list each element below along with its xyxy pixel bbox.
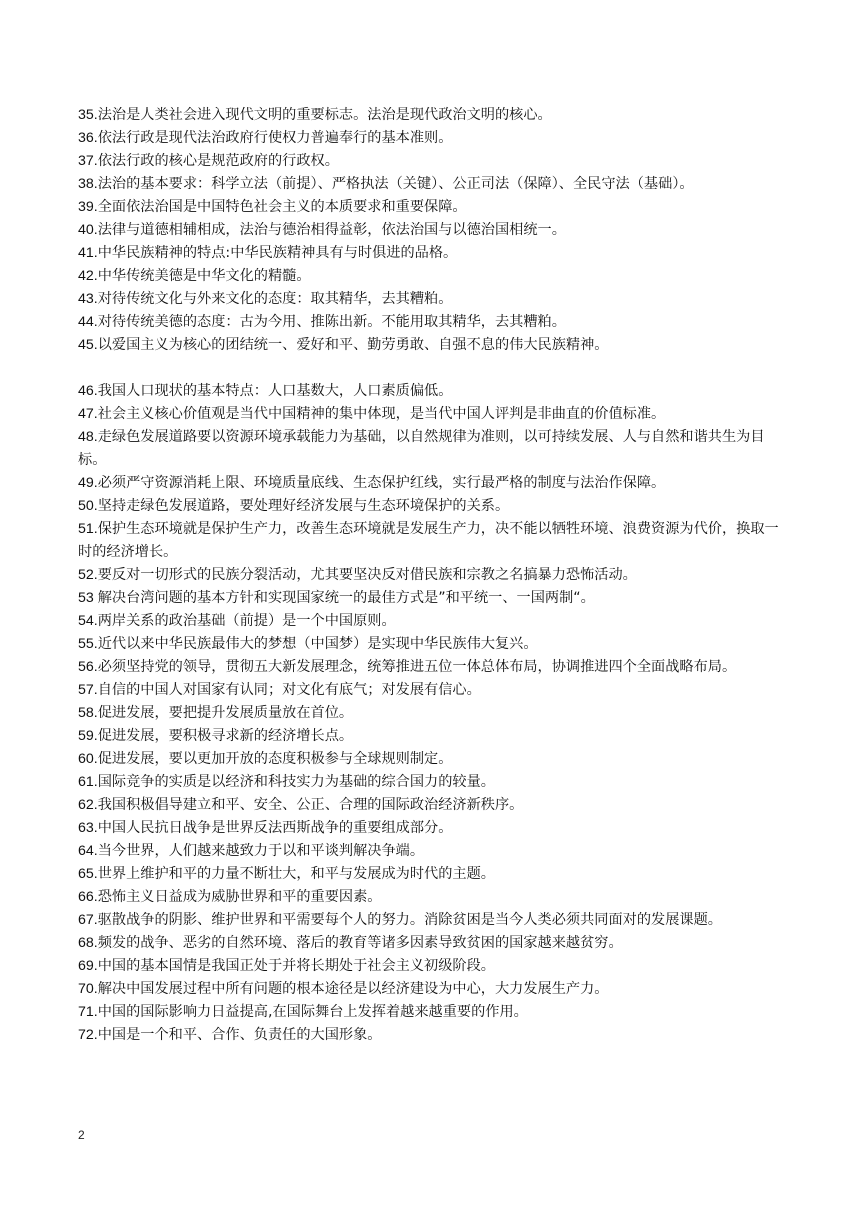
list-item bbox=[78, 587, 788, 610]
item-number: 64. bbox=[78, 843, 98, 859]
item-number: 62. bbox=[78, 797, 98, 813]
item-text: 解决台湾问题的基本方针和实现国家统一的最佳方式是”和平统一、一国两制“。 bbox=[97, 590, 595, 606]
list-item bbox=[78, 633, 788, 656]
item-number: 58. bbox=[78, 705, 98, 721]
item-number: 51. bbox=[78, 521, 98, 537]
item-number: 35. bbox=[78, 107, 98, 123]
item-number: 45. bbox=[78, 337, 98, 353]
list-item bbox=[78, 380, 788, 403]
item-text: 促进发展，要把提升发展质量放在首位。 bbox=[97, 705, 354, 721]
list-item bbox=[78, 127, 788, 150]
item-number: 39. bbox=[78, 199, 98, 215]
item-number: 52. bbox=[78, 567, 98, 583]
list-item bbox=[78, 426, 788, 472]
item-text: 解决中国发展过程中所有问题的根本途径是以经济建设为中心，大力发展生产力。 bbox=[97, 981, 609, 997]
item-number: 72. bbox=[78, 1027, 98, 1043]
item-number: 41. bbox=[78, 245, 98, 261]
list-item bbox=[78, 725, 788, 748]
list-item bbox=[78, 679, 788, 702]
item-text: 坚持走绿色发展道路，要处理好经济发展与生态环境保护的关系。 bbox=[97, 498, 510, 514]
item-number: 59. bbox=[78, 728, 98, 744]
item-text: 促进发展，要积极寻求新的经济增长点。 bbox=[97, 728, 354, 744]
page-number: 2 bbox=[78, 1128, 85, 1142]
item-number: 48. bbox=[78, 429, 98, 445]
item-number: 40. bbox=[78, 222, 98, 238]
list-item bbox=[78, 794, 788, 817]
item-number: 55. bbox=[78, 636, 98, 652]
item-number: 38. bbox=[78, 176, 98, 192]
item-text: 中国是一个和平、合作、负责任的大国形象。 bbox=[97, 1027, 382, 1043]
list-item bbox=[78, 334, 788, 357]
item-number: 57. bbox=[78, 682, 98, 698]
list-item bbox=[78, 288, 788, 311]
item-text: 当今世界，人们越来越致力于以和平谈判解决争端。 bbox=[97, 843, 425, 859]
item-text: 中国的基本国情是我国正处于并将长期处于社会主义初级阶段。 bbox=[97, 958, 495, 974]
page-content bbox=[78, 104, 788, 1047]
item-list-46-72 bbox=[78, 380, 788, 1047]
item-text: 全面依法治国是中国特色社会主义的本质要求和重要保障。 bbox=[97, 199, 467, 215]
item-text: 对待传统文化与外来文化的态度：取其精华，去其糟粕。 bbox=[97, 291, 453, 307]
item-text: 保护生态环境就是保护生产力，改善生态环境就是发展生产力，决不能以牺牲环境、浪费资源为代价，换取一时的经济增长。 bbox=[78, 521, 779, 560]
item-text: 必须严守资源消耗上限、环境质量底线、生态保护红线，实行最严格的制度与法治作保障。 bbox=[97, 475, 666, 491]
item-number: 54. bbox=[78, 613, 98, 629]
item-number: 60. bbox=[78, 751, 98, 767]
item-number: 69. bbox=[78, 958, 98, 974]
item-number: 36. bbox=[78, 130, 98, 146]
item-number: 63. bbox=[78, 820, 98, 836]
item-text: 中国人民抗日战争是世界反法西斯战争的重要组成部分。 bbox=[97, 820, 453, 836]
item-text: 对待传统美德的态度：古为今用、推陈出新。不能用取其精华，去其糟粕。 bbox=[97, 314, 566, 330]
item-text: 法治的基本要求：科学立法（前提）、严格执法（关键）、公正司法（保障）、全民守法（基础）。 bbox=[97, 176, 694, 192]
list-item bbox=[78, 748, 788, 771]
list-item bbox=[78, 403, 788, 426]
item-number: 66. bbox=[78, 889, 98, 905]
item-text: 恐怖主义日益成为威胁世界和平的重要因素。 bbox=[97, 889, 382, 905]
list-item bbox=[78, 909, 788, 932]
item-text: 频发的战争、恶劣的自然环境、落后的教育等诸多因素导致贫困的国家越来越贫穷。 bbox=[97, 935, 623, 951]
item-text: 中华民族精神的特点:中华民族精神具有与时俱进的品格。 bbox=[97, 245, 458, 261]
item-number: 71. bbox=[78, 1004, 98, 1020]
list-item bbox=[78, 932, 788, 955]
list-item bbox=[78, 656, 788, 679]
item-number: 37. bbox=[78, 153, 98, 169]
item-text: 走绿色发展道路要以资源环境承载能力为基础，以自然规律为准则，以可持续发展、人与自然和谐共生为目标。 bbox=[78, 429, 765, 468]
item-number: 65. bbox=[78, 866, 98, 882]
list-item bbox=[78, 564, 788, 587]
list-item bbox=[78, 495, 788, 518]
list-item bbox=[78, 104, 788, 127]
list-item bbox=[78, 863, 788, 886]
list-item bbox=[78, 150, 788, 173]
item-number: 46. bbox=[78, 383, 98, 399]
list-item bbox=[78, 1024, 788, 1047]
item-number: 43. bbox=[78, 291, 98, 307]
item-text: 依法行政的核心是规范政府的行政权。 bbox=[97, 153, 339, 169]
list-item bbox=[78, 265, 788, 288]
item-text: 我国积极倡导建立和平、安全、公正、合理的国际政治经济新秩序。 bbox=[97, 797, 524, 813]
item-text: 中华传统美德是中华文化的精髓。 bbox=[97, 268, 311, 284]
list-item bbox=[78, 886, 788, 909]
item-text: 社会主义核心价值观是当代中国精神的集中体现，是当代中国人评判是非曲直的价值标准。 bbox=[97, 406, 666, 422]
list-item bbox=[78, 518, 788, 564]
item-number: 49. bbox=[78, 475, 98, 491]
list-item bbox=[78, 978, 788, 1001]
item-number: 70. bbox=[78, 981, 98, 997]
list-item bbox=[78, 196, 788, 219]
item-number: 56. bbox=[78, 659, 98, 675]
item-number: 67. bbox=[78, 912, 98, 928]
item-text: 以爱国主义为核心的团结统一、爱好和平、勤劳勇敢、自强不息的伟大民族精神。 bbox=[97, 337, 609, 353]
item-number: 50. bbox=[78, 498, 98, 514]
list-item bbox=[78, 817, 788, 840]
list-item bbox=[78, 955, 788, 978]
item-text: 近代以来中华民族最伟大的梦想（中国梦）是实现中华民族伟大复兴。 bbox=[97, 636, 538, 652]
item-text: 世界上维护和平的力量不断壮大，和平与发展成为时代的主题。 bbox=[97, 866, 495, 882]
list-item bbox=[78, 1001, 788, 1024]
list-item bbox=[78, 219, 788, 242]
list-item bbox=[78, 840, 788, 863]
item-text: 法治是人类社会进入现代文明的重要标志。法治是现代政治文明的核心。 bbox=[97, 107, 552, 123]
item-text: 要反对一切形式的民族分裂活动，尤其要坚决反对借民族和宗教之名搞暴力恐怖活动。 bbox=[97, 567, 637, 583]
list-item bbox=[78, 311, 788, 334]
item-text: 法律与道德相辅相成，法治与德治相得益彰，依法治国与以德治国相统一。 bbox=[97, 222, 566, 238]
item-number: 42. bbox=[78, 268, 98, 284]
item-number: 68. bbox=[78, 935, 98, 951]
item-number: 47. bbox=[78, 406, 98, 422]
item-text: 依法行政是现代法治政府行使权力普遍奉行的基本准则。 bbox=[97, 130, 453, 146]
list-item bbox=[78, 472, 788, 495]
item-number: 53 bbox=[78, 590, 98, 606]
paragraph-gap bbox=[78, 357, 788, 380]
item-text: 中国的国际影响力日益提高,在国际舞台上发挥着越来越重要的作用。 bbox=[97, 1004, 528, 1020]
list-item bbox=[78, 702, 788, 725]
item-text: 驱散战争的阴影、维护世界和平需要每个人的努力。消除贫困是当今人类必须共同面对的发展课题。 bbox=[97, 912, 722, 928]
item-text: 自信的中国人对国家有认同；对文化有底气；对发展有信心。 bbox=[97, 682, 481, 698]
item-text: 我国人口现状的基本特点：人口基数大，人口素质偏低。 bbox=[97, 383, 453, 399]
item-text: 国际竞争的实质是以经济和科技实力为基础的综合国力的较量。 bbox=[97, 774, 495, 790]
list-item bbox=[78, 173, 788, 196]
list-item bbox=[78, 610, 788, 633]
item-list-35-45 bbox=[78, 104, 788, 357]
list-item bbox=[78, 771, 788, 794]
list-item bbox=[78, 242, 788, 265]
item-number: 61. bbox=[78, 774, 98, 790]
item-text: 必须坚持党的领导，贯彻五大新发展理念，统筹推进五位一体总体布局，协调推进四个全面战略布局。 bbox=[97, 659, 737, 675]
item-number: 44. bbox=[78, 314, 98, 330]
item-text: 两岸关系的政治基础（前提）是一个中国原则。 bbox=[97, 613, 396, 629]
item-text: 促进发展，要以更加开放的态度积极参与全球规则制定。 bbox=[97, 751, 453, 767]
